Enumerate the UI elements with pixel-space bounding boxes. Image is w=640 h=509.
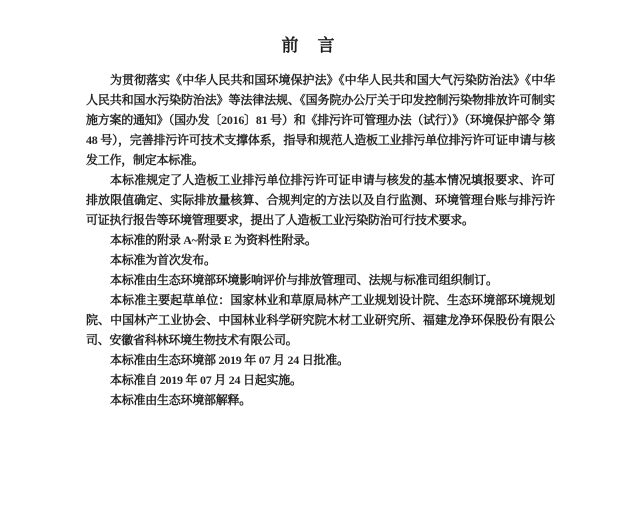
document-page [86, 34, 555, 410]
page-title: 前 言 [281, 36, 336, 55]
paragraph: 本标准由生态环境部解释。 [110, 393, 252, 407]
document-body [86, 70, 555, 410]
paragraph: 为贯彻落实《中华人民共和国环境保护法》《中华人民共和国大气污染防治法》《中华人民共和国水污染防治法》等法律法规、《国务院办公厅关于印发控制污染物排放许可制实施方案的通知》（国办发〔2016〕81 号）和《排污许可管理办法（试行）》（环境保护部令 第 48 号），完善排污许可技术支撑体系，指导和规范人造板工业排污单位排污许可证申请与核发工作，制定本标准。 [86, 73, 555, 167]
paragraph: 本标准为首次发布。 [110, 253, 216, 267]
paragraph: 本标准自 2019 年 07 月 24 日起实施。 [110, 373, 302, 387]
paragraph: 本标准的附录 A~附录 E 为资料性附录。 [110, 233, 317, 247]
paragraph: 本标准由生态环境部环境影响评价与排放管理司、法规与标准司组织制订。 [110, 273, 498, 287]
paragraph: 本标准规定了人造板工业排污单位排污许可证申请与核发的基本情况填报要求、许可排放限值确定、实际排放量核算、合规判定的方法以及自行监测、环境管理台账与排污许可证执行报告等环境管理要求，提出了人造板工业污染防治可行技术要求。 [86, 173, 555, 227]
paragraph: 本标准由生态环境部 2019 年 07 月 24 日批准。 [110, 353, 349, 367]
paragraph: 本标准主要起草单位：国家林业和草原局林产工业规划设计院、生态环境部环境规划院、中国林产工业协会、中国林业科学研究院木材工业研究所、福建龙净环保股份有限公司、安徽省科林环境生物技术有限公司。 [86, 293, 555, 347]
